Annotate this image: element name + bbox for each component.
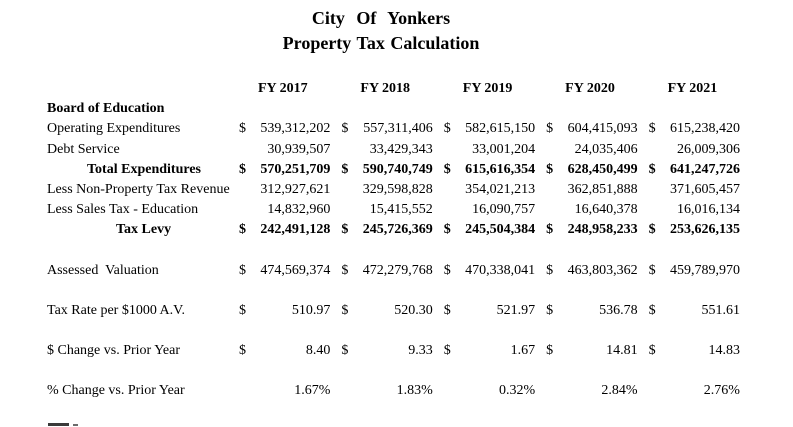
currency-symbol: $ bbox=[341, 342, 349, 358]
cell-value: 474,569,374 bbox=[260, 262, 331, 278]
column-header-fy2020: FY 2020 bbox=[565, 81, 615, 97]
currency-symbol: $ bbox=[546, 222, 554, 238]
table-row-tax-levy bbox=[45, 220, 793, 240]
row-spacer bbox=[45, 241, 793, 261]
table-cell bbox=[647, 343, 749, 359]
column-header-fy2021: FY 2021 bbox=[667, 81, 718, 97]
row-label: Assessed Valuation bbox=[47, 262, 159, 278]
cell-value: 16,016,134 bbox=[676, 202, 740, 218]
clipped-text-fragment bbox=[48, 423, 78, 427]
currency-symbol: $ bbox=[648, 342, 656, 358]
cell-value: 0.32% bbox=[499, 383, 536, 399]
table-cell bbox=[647, 303, 749, 319]
currency-symbol: $ bbox=[239, 302, 246, 318]
cell-value: 536.78 bbox=[599, 302, 638, 318]
cell-value: 539,312,202 bbox=[260, 121, 331, 137]
table-cell bbox=[544, 182, 646, 198]
table-cell bbox=[544, 343, 646, 359]
cell-value: 521.97 bbox=[496, 302, 536, 318]
currency-symbol: $ bbox=[239, 262, 246, 278]
cell-value: 15,415,552 bbox=[369, 202, 433, 218]
table-cell bbox=[544, 142, 646, 158]
table-cell bbox=[442, 142, 544, 158]
clipped-text-mark bbox=[48, 423, 69, 426]
table-cell bbox=[339, 142, 441, 158]
cell-value: 628,450,499 bbox=[567, 161, 638, 177]
cell-value: 16,640,378 bbox=[574, 202, 638, 218]
row-label: Operating Expenditures bbox=[47, 121, 181, 137]
cell-value: 253,626,135 bbox=[669, 222, 740, 238]
row-label: Tax Levy bbox=[116, 222, 172, 238]
cell-value: 312,927,621 bbox=[260, 182, 331, 198]
table-cell bbox=[339, 182, 441, 198]
table-cell bbox=[339, 303, 441, 319]
cell-value: 16,090,757 bbox=[472, 202, 536, 218]
currency-symbol: $ bbox=[546, 342, 554, 358]
table-row-percent-change bbox=[45, 381, 793, 401]
table-cell bbox=[237, 263, 339, 279]
cell-value: 472,279,768 bbox=[362, 262, 433, 278]
row-spacer bbox=[45, 281, 793, 301]
table-cell bbox=[237, 343, 339, 359]
section-header-row bbox=[45, 99, 793, 119]
cell-value: 520.30 bbox=[394, 302, 433, 318]
section-header-label: Board of Education bbox=[47, 101, 165, 117]
table-cell bbox=[442, 182, 544, 198]
cell-value: 582,615,150 bbox=[465, 121, 536, 137]
table-cell bbox=[339, 383, 441, 399]
table-cell bbox=[647, 162, 749, 178]
cell-value: 459,789,970 bbox=[669, 262, 740, 278]
currency-symbol: $ bbox=[648, 262, 656, 278]
currency-symbol: $ bbox=[546, 121, 554, 137]
cell-value: 14.81 bbox=[606, 342, 638, 358]
table-cell bbox=[647, 182, 749, 198]
table-cell bbox=[442, 222, 544, 238]
table-row-assessed-valuation bbox=[45, 261, 793, 281]
currency-symbol: $ bbox=[239, 222, 246, 238]
table-cell bbox=[237, 182, 339, 198]
cell-value: 510.97 bbox=[291, 302, 331, 318]
table-cell bbox=[339, 121, 441, 137]
currency-symbol: $ bbox=[341, 161, 349, 177]
currency-symbol: $ bbox=[443, 302, 451, 318]
table-row-dollar-change bbox=[45, 341, 793, 361]
table-cell bbox=[544, 383, 646, 399]
table-cell bbox=[647, 121, 749, 137]
cell-value: 248,958,233 bbox=[567, 222, 638, 238]
table-cell bbox=[339, 343, 441, 359]
row-label: $ Change vs. Prior Year bbox=[47, 342, 180, 358]
table-cell bbox=[544, 162, 646, 178]
table-cell bbox=[544, 303, 646, 319]
table-cell bbox=[442, 343, 544, 359]
cell-value: 371,605,457 bbox=[669, 182, 740, 198]
table-row-total-expenditures bbox=[45, 160, 793, 180]
currency-symbol: $ bbox=[239, 161, 246, 177]
currency-symbol: $ bbox=[239, 121, 246, 137]
cell-value: 33,429,343 bbox=[369, 141, 433, 157]
column-header-row bbox=[45, 79, 793, 99]
currency-symbol: $ bbox=[546, 262, 554, 278]
column-header-fy2019: FY 2019 bbox=[462, 81, 513, 97]
table-cell bbox=[339, 202, 441, 218]
row-spacer bbox=[45, 361, 793, 381]
currency-symbol: $ bbox=[546, 302, 554, 318]
column-header-fy2017: FY 2017 bbox=[258, 81, 308, 97]
cell-value: 551.61 bbox=[701, 302, 740, 318]
table-cell bbox=[237, 383, 339, 399]
cell-value: 570,251,709 bbox=[260, 161, 331, 177]
row-label: Debt Service bbox=[47, 141, 120, 157]
table-cell bbox=[544, 202, 646, 218]
currency-symbol: $ bbox=[443, 161, 451, 177]
property-tax-table bbox=[0, 79, 793, 401]
table-cell bbox=[442, 263, 544, 279]
table-cell bbox=[237, 142, 339, 158]
cell-value: 615,238,420 bbox=[669, 121, 740, 137]
cell-value: 9.33 bbox=[408, 342, 433, 358]
cell-value: 641,247,726 bbox=[669, 161, 740, 177]
table-cell bbox=[442, 121, 544, 137]
table-cell bbox=[237, 222, 339, 238]
cell-value: 590,740,749 bbox=[362, 161, 433, 177]
cell-value: 329,598,828 bbox=[362, 182, 433, 198]
cell-value: 1.83% bbox=[396, 383, 433, 399]
row-label: % Change vs. Prior Year bbox=[47, 383, 185, 399]
row-spacer bbox=[45, 321, 793, 341]
cell-value: 30,939,507 bbox=[267, 141, 331, 157]
table-cell bbox=[647, 222, 749, 238]
table-cell bbox=[339, 162, 441, 178]
currency-symbol: $ bbox=[648, 302, 656, 318]
table-row-tax-rate bbox=[45, 301, 793, 321]
row-label: Total Expenditures bbox=[87, 161, 201, 177]
cell-value: 24,035,406 bbox=[574, 141, 638, 157]
currency-symbol: $ bbox=[341, 222, 349, 238]
currency-symbol: $ bbox=[239, 342, 246, 358]
cell-value: 14,832,960 bbox=[267, 202, 331, 218]
cell-value: 1.67 bbox=[510, 342, 536, 358]
cell-value: 26,009,306 bbox=[676, 141, 740, 157]
cell-value: 463,803,362 bbox=[567, 262, 638, 278]
cell-value: 33,001,204 bbox=[472, 141, 536, 157]
cell-value: 604,415,093 bbox=[567, 121, 638, 137]
table-row-less-sales-tax-education bbox=[45, 200, 793, 220]
cell-value: 2.76% bbox=[703, 383, 740, 399]
table-cell bbox=[442, 383, 544, 399]
currency-symbol: $ bbox=[341, 262, 349, 278]
table-cell bbox=[544, 222, 646, 238]
row-label: Less Sales Tax - Education bbox=[47, 202, 199, 218]
currency-symbol: $ bbox=[341, 302, 349, 318]
title-line-2: Property Tax Calculation bbox=[282, 33, 480, 53]
table-cell bbox=[544, 121, 646, 137]
table-cell bbox=[237, 303, 339, 319]
table-cell bbox=[442, 303, 544, 319]
cell-value: 2.84% bbox=[601, 383, 638, 399]
page-title bbox=[0, 6, 762, 56]
table-cell bbox=[442, 202, 544, 218]
row-label: Tax Rate per $1000 A.V. bbox=[47, 302, 185, 318]
currency-symbol: $ bbox=[443, 262, 451, 278]
cell-value: 245,726,369 bbox=[362, 222, 433, 238]
table-cell bbox=[647, 142, 749, 158]
table-cell bbox=[442, 162, 544, 178]
currency-symbol: $ bbox=[648, 121, 656, 137]
table-cell bbox=[647, 383, 749, 399]
table-cell bbox=[647, 263, 749, 279]
currency-symbol: $ bbox=[443, 342, 451, 358]
cell-value: 1.67% bbox=[294, 383, 331, 399]
currency-symbol: $ bbox=[648, 222, 656, 238]
table-row-operating-expenditures bbox=[45, 119, 793, 139]
title-line-1: City Of Yonkers bbox=[311, 8, 451, 28]
cell-value: 557,311,406 bbox=[363, 121, 433, 137]
column-header-fy2018: FY 2018 bbox=[360, 81, 411, 97]
currency-symbol: $ bbox=[648, 161, 656, 177]
cell-value: 245,504,384 bbox=[465, 222, 536, 238]
currency-symbol: $ bbox=[443, 222, 451, 238]
table-cell bbox=[339, 263, 441, 279]
currency-symbol: $ bbox=[341, 121, 349, 137]
cell-value: 354,021,213 bbox=[465, 182, 536, 198]
cell-value: 8.40 bbox=[305, 342, 331, 358]
cell-value: 362,851,888 bbox=[567, 182, 638, 198]
table-cell bbox=[544, 263, 646, 279]
currency-symbol: $ bbox=[546, 161, 554, 177]
table-cell bbox=[339, 222, 441, 238]
cell-value: 470,338,041 bbox=[465, 262, 536, 278]
currency-symbol: $ bbox=[443, 121, 451, 137]
cell-value: 14.83 bbox=[708, 342, 740, 358]
cell-value: 615,616,354 bbox=[465, 161, 536, 177]
table-row-debt-service bbox=[45, 140, 793, 160]
clipped-text-mark bbox=[73, 424, 78, 426]
table-cell bbox=[237, 202, 339, 218]
table-cell bbox=[647, 202, 749, 218]
row-label: Less Non-Property Tax Revenue bbox=[47, 182, 230, 198]
table-cell bbox=[237, 121, 339, 137]
table-cell bbox=[237, 162, 339, 178]
cell-value: 242,491,128 bbox=[260, 222, 331, 238]
table-row-less-non-property-tax-revenue bbox=[45, 180, 793, 200]
